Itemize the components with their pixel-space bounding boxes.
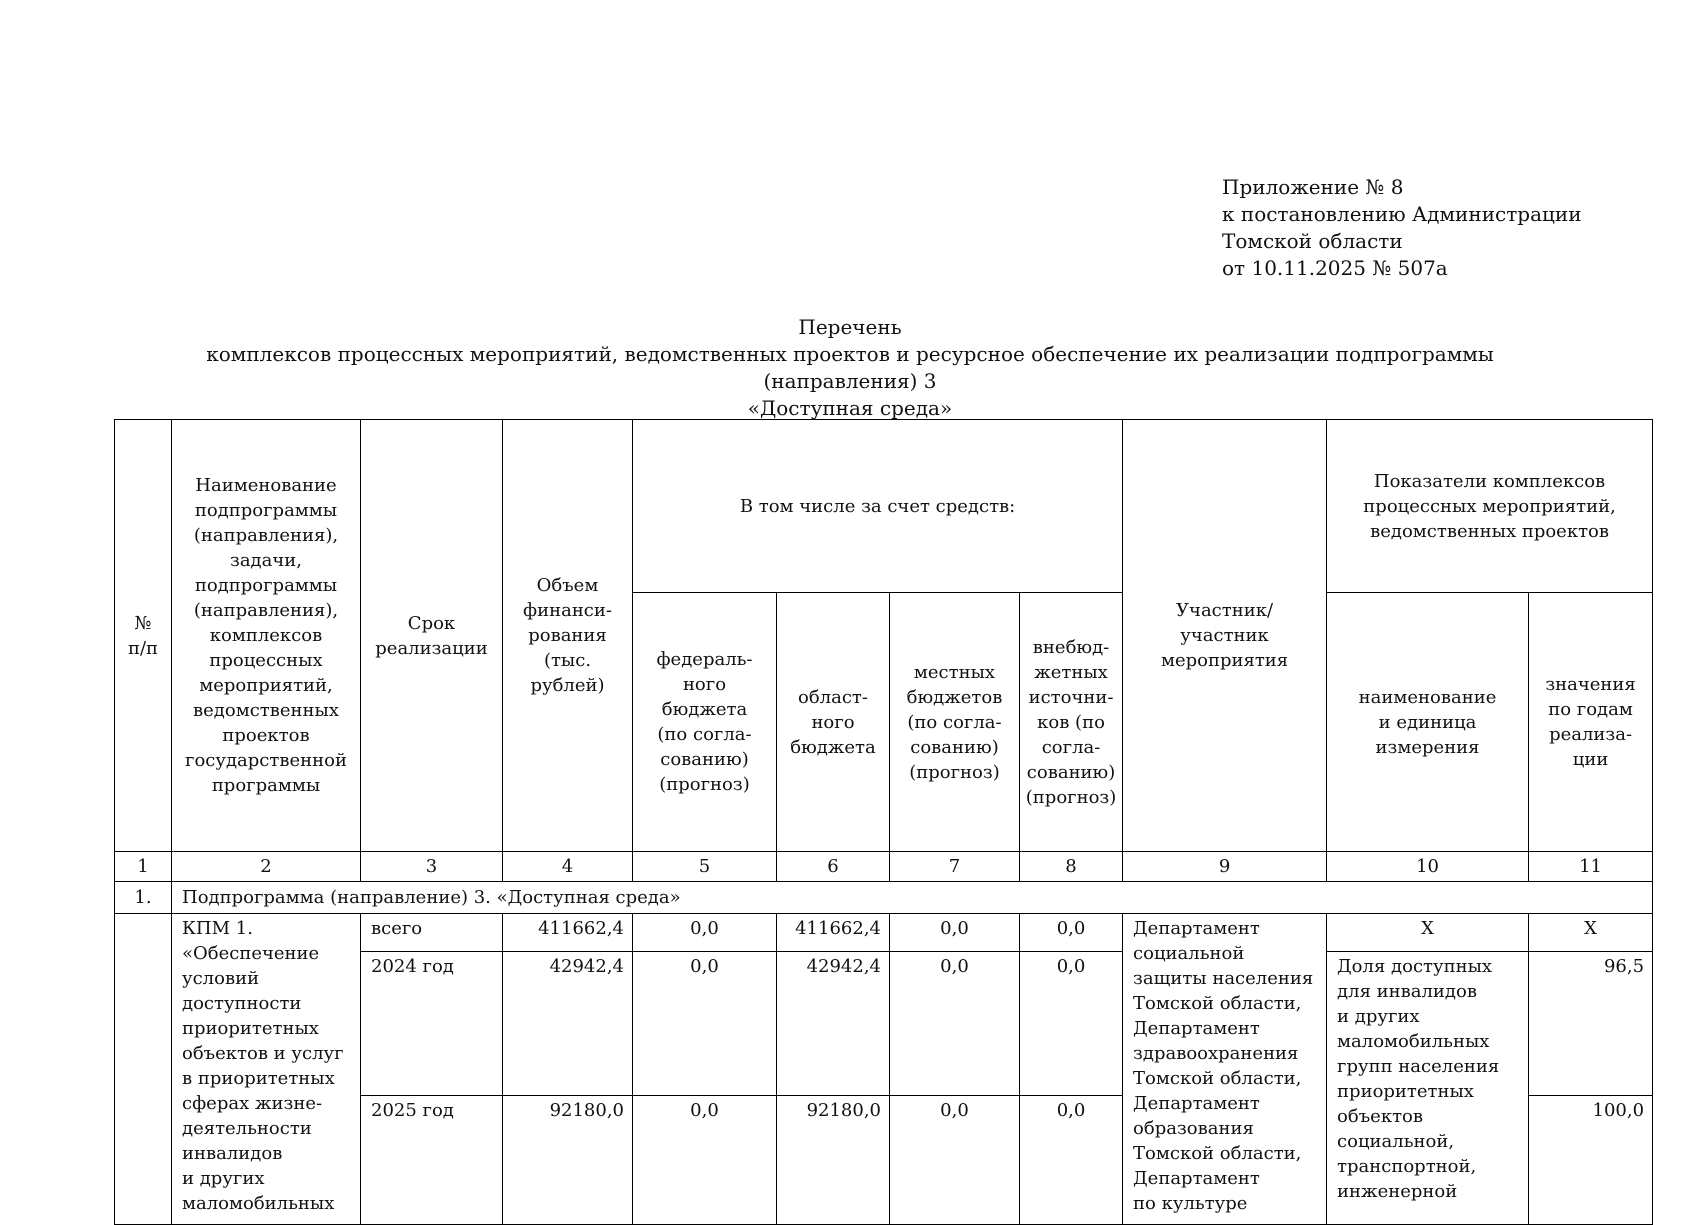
kpm-indicator-name-line: инженерной: [1337, 1181, 1458, 1202]
header-federal-line: (прогноз): [659, 774, 750, 795]
appendix-line-2: к постановлению Администрации: [1222, 202, 1582, 226]
header-num-line: п/п: [127, 637, 159, 659]
header-indicators: [1327, 420, 1653, 593]
col-num-6: 6: [777, 852, 890, 882]
header-term: [361, 420, 503, 852]
kpm-name-line: «Обеспечение: [182, 943, 320, 964]
header-indicators-line: ведомственных проектов: [1370, 520, 1610, 542]
kpm-local-2024: 0,0: [890, 952, 1020, 1096]
header-indicator-values: [1529, 593, 1653, 852]
header-name-line: задачи,: [230, 550, 302, 571]
header-volume-line: Объем: [536, 575, 599, 596]
kpm-regional-2025: 92180,0: [777, 1096, 890, 1225]
kpm-participant-line: Томской области,: [1133, 993, 1302, 1014]
kpm-name-line: маломобильных: [182, 1193, 335, 1214]
col-num-9: 9: [1123, 852, 1327, 882]
kpm-volume-2024: 42942,4: [503, 952, 633, 1096]
kpm-federal-2024: 0,0: [633, 952, 777, 1096]
kpm-federal-total: 0,0: [633, 914, 777, 952]
kpm-name: [172, 914, 361, 1225]
header-regional: [777, 593, 890, 852]
kpm-indicator-name-line: маломобильных: [1337, 1031, 1490, 1052]
header-indicators-line: процессных мероприятий,: [1363, 495, 1616, 517]
header-volume-line: рования: [528, 625, 607, 646]
header-name-line: (направления),: [193, 600, 339, 621]
kpm-term-2024: 2024 год: [361, 952, 503, 1096]
header-volume-line: финанси-: [523, 600, 612, 621]
header-extrabudget-line: (прогноз): [1025, 786, 1117, 808]
header-indicator-values-line: реализа-: [1549, 724, 1633, 745]
kpm-term-2025: 2025 год: [361, 1096, 503, 1225]
kpm-name-line: объектов и услуг: [182, 1043, 344, 1064]
header-name-line: Наименование: [195, 475, 337, 496]
header-name-line: подпрограммы: [194, 575, 338, 596]
header-indicator-name-line: и единица: [1378, 711, 1477, 733]
header-federal: [633, 593, 777, 852]
kpm-participant-line: социальной: [1133, 943, 1245, 964]
kpm-name-line: доступности: [182, 993, 302, 1014]
col-num-3: 3: [361, 852, 503, 882]
kpm-name-line: и других: [182, 1168, 265, 1189]
header-federal-line: (по согла-: [657, 724, 752, 745]
header-num: [115, 420, 172, 852]
col-num-1: 1: [115, 852, 172, 882]
header-federal-line: сованию): [660, 749, 749, 770]
kpm-name-line: КПМ 1.: [182, 918, 253, 939]
kpm-participant-line: Томской области,: [1133, 1143, 1302, 1164]
header-name: [172, 420, 361, 852]
kpm-name-line: условий: [182, 968, 260, 989]
kpm-participant-line: здравоохранения: [1133, 1043, 1299, 1064]
kpm-value-total: Х: [1529, 914, 1653, 952]
kpm-federal-2025: 0,0: [633, 1096, 777, 1225]
header-participant-line: Участник/: [1176, 600, 1274, 621]
header-volume-line: рублей): [530, 675, 605, 696]
header-extrabudget: [1020, 593, 1123, 852]
kpm-volume-total: 411662,4: [503, 914, 633, 952]
kpm-num-cell: [115, 914, 172, 1225]
col-num-2: 2: [172, 852, 361, 882]
kpm-indicator-name-line: для инвалидов: [1337, 981, 1477, 1002]
kpm-row-total: [115, 914, 1653, 952]
section-label: Подпрограмма (направление) 3. «Доступная среда»: [172, 882, 1653, 914]
header-local-line: (прогноз): [909, 761, 1000, 783]
kpm-participant-line: защиты населения: [1133, 968, 1314, 989]
title-line-2: комплексов процессных мероприятий, ведомственных проектов и ресурсное обеспечение их реализации подпрограммы (направления) 3: [206, 342, 1494, 393]
header-indicator-name-line: наименование: [1358, 686, 1497, 708]
resources-table: [114, 419, 1653, 1225]
kpm-name-line: деятельности: [182, 1118, 312, 1139]
header-local-line: сованию): [910, 736, 999, 758]
header-term-line: Срок: [407, 612, 456, 634]
header-extrabudget-line: ков (по: [1037, 711, 1105, 733]
header-extrabudget-line: жетных: [1034, 661, 1108, 683]
kpm-indicator-name-line: объектов: [1337, 1106, 1424, 1127]
kpm-indicator-name-line: приоритетных: [1337, 1081, 1474, 1102]
header-extrabudget-line: внебюд-: [1032, 636, 1110, 658]
header-extrabudget-line: сованию): [1026, 761, 1116, 783]
document-title: [130, 314, 1570, 422]
header-volume-line: (тыс.: [543, 650, 592, 671]
header-volume: [503, 420, 633, 852]
kpm-participant-line: Департамент: [1133, 1168, 1260, 1189]
header-name-line: комплексов: [209, 625, 323, 646]
column-numbers-row: [115, 852, 1653, 882]
header-name-line: программы: [211, 775, 321, 796]
kpm-extra-2025: 0,0: [1020, 1096, 1123, 1225]
kpm-local-total: 0,0: [890, 914, 1020, 952]
header-federal-line: ного: [682, 674, 727, 695]
section-row: [115, 882, 1653, 914]
header-extrabudget-line: согла-: [1041, 736, 1101, 758]
col-num-10: 10: [1327, 852, 1529, 882]
header-num-line: №: [134, 612, 152, 634]
kpm-indicator-total: Х: [1327, 914, 1529, 952]
header-local-line: (по согла-: [907, 711, 1002, 733]
kpm-indicator-name-line: групп населения: [1337, 1056, 1500, 1077]
kpm-value-2025: 100,0: [1529, 1096, 1653, 1225]
kpm-indicator-name-line: социальной,: [1337, 1131, 1455, 1152]
header-regional-line: ного: [811, 711, 855, 733]
header-federal-line: бюджета: [661, 699, 748, 720]
header-participant-line: участник: [1180, 625, 1269, 646]
kpm-indicator-name-line: транспортной,: [1337, 1156, 1477, 1177]
kpm-name-line: сферах жизне-: [182, 1093, 323, 1114]
kpm-participant-line: Департамент: [1133, 1093, 1260, 1114]
col-num-4: 4: [503, 852, 633, 882]
kpm-participant-line: Департамент: [1133, 918, 1260, 939]
col-num-5: 5: [633, 852, 777, 882]
header-indicators-line: Показатели комплексов: [1373, 470, 1606, 492]
kpm-participant-line: Департамент: [1133, 1018, 1260, 1039]
header-indicator-values-line: по годам: [1548, 699, 1633, 720]
header-including: В том числе за счет средств:: [633, 420, 1123, 593]
header-indicator-values-line: ции: [1572, 749, 1609, 770]
header-federal-line: федераль-: [656, 649, 753, 670]
kpm-local-2025: 0,0: [890, 1096, 1020, 1225]
header-term-line: реализации: [375, 637, 488, 659]
header-row-1: [115, 420, 1653, 593]
header-local-line: бюджетов: [906, 686, 1003, 708]
appendix-line-3: Томской области: [1222, 229, 1403, 253]
header-name-line: процессных: [209, 650, 323, 671]
kpm-participant: [1123, 914, 1327, 1225]
header-indicator-name-line: измерения: [1375, 736, 1480, 758]
header-participant: [1123, 420, 1327, 852]
kpm-indicator-name-line: и других: [1337, 1006, 1420, 1027]
header-regional-line: бюджета: [790, 736, 876, 758]
kpm-name-line: в приоритетных: [182, 1068, 335, 1089]
kpm-name-line: инвалидов: [182, 1143, 283, 1164]
kpm-volume-2025: 92180,0: [503, 1096, 633, 1225]
header-name-line: мероприятий,: [199, 675, 333, 696]
header-name-line: подпрограммы: [194, 500, 338, 521]
kpm-extra-total: 0,0: [1020, 914, 1123, 952]
appendix-block: [1222, 174, 1582, 282]
header-indicator-values-line: значения: [1545, 674, 1636, 695]
kpm-name-line: приоритетных: [182, 1018, 319, 1039]
section-num: 1.: [115, 882, 172, 914]
appendix-line-4: от 10.11.2025 № 507а: [1222, 256, 1448, 280]
kpm-term-total: всего: [361, 914, 503, 952]
header-regional-line: област-: [798, 686, 868, 708]
header-name-line: проектов: [222, 725, 310, 746]
kpm-participant-line: Томской области,: [1133, 1068, 1302, 1089]
col-num-11: 11: [1529, 852, 1653, 882]
header-name-line: (направления),: [193, 525, 339, 546]
kpm-extra-2024: 0,0: [1020, 952, 1123, 1096]
kpm-regional-2024: 42942,4: [777, 952, 890, 1096]
kpm-regional-total: 411662,4: [777, 914, 890, 952]
header-extrabudget-line: источни-: [1028, 686, 1114, 708]
appendix-line-1: Приложение № 8: [1222, 175, 1404, 199]
kpm-indicator-name-line: Доля доступных: [1337, 956, 1493, 977]
title-line-1: Перечень: [798, 315, 902, 339]
header-participant-line: мероприятия: [1160, 650, 1289, 671]
col-num-7: 7: [890, 852, 1020, 882]
kpm-participant-line: образования: [1133, 1118, 1254, 1139]
kpm-value-2024: 96,5: [1529, 952, 1653, 1096]
title-line-3: «Доступная среда»: [747, 396, 953, 420]
header-local: [890, 593, 1020, 852]
kpm-indicator-name: [1327, 952, 1529, 1225]
header-indicator-name: [1327, 593, 1529, 852]
header-name-line: ведомственных: [192, 700, 339, 721]
col-num-8: 8: [1020, 852, 1123, 882]
kpm-participant-line: по культуре: [1133, 1193, 1248, 1214]
header-local-line: местных: [913, 661, 996, 683]
header-name-line: государственной: [185, 750, 347, 771]
